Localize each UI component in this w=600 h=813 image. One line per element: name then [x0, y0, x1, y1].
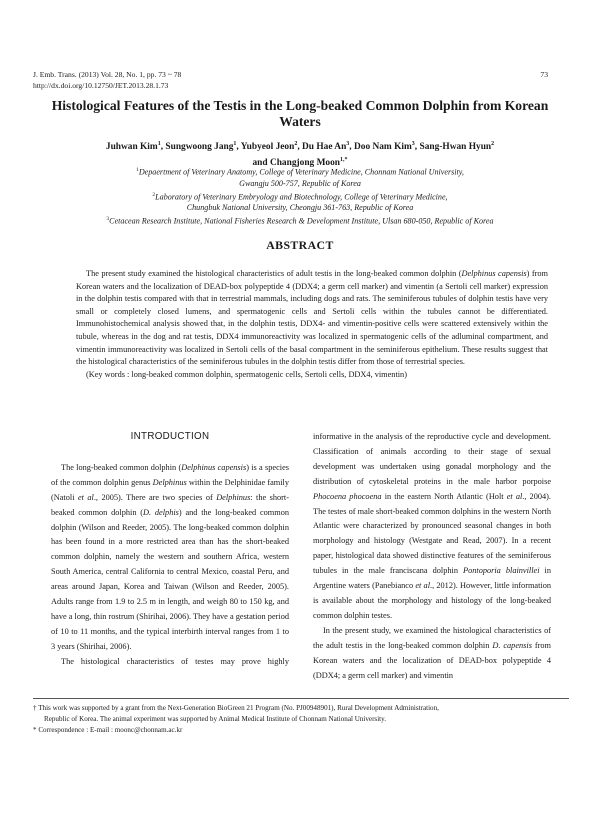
right-column — [313, 430, 551, 683]
abstract-body: The present study examined the histological characteristics of adult testis in the long-beaked common dolphin (Delphinus capensis) from Korean waters and the localization of DEAD-box polypeptide 4 (DDX4; a germ cell marker) and vimentin (a Sertoli cell marker) expression in the dolphin testis compared with that in terrestrial mammals, including dogs and rats. The seminiferous tubules of dolphin testis have very small or completely closed lumens, and spermatogenic cells and Sertoli cells within the tubules cannot be differentiated. Immunohistochemical analysis showed that, in the dolphin testis, DDX4- and vimentin-positive cells were scattered extensively within the tubule, whereas in the dog and rat testis, DDX4 immunoreactivity was localized in spermatogenic cells of the adluminal compartment, and vimentin immunoreactivity was localized in Sertoli cells of the basal compartment in the seminiferous epithelium. These results suggest that the histological characteristics of the seminiferous tubules in the dolphin testis differ from those of terrestrial species. — [76, 269, 548, 367]
footnotes — [33, 703, 569, 735]
keywords: (Key words : long-beaked common dolphin, spermatogenic cells, Sertoli cells, DDX4, vimentin) — [86, 369, 407, 379]
abstract-section — [76, 268, 548, 381]
journal-citation — [33, 70, 181, 91]
journal-citation-line: J. Emb. Trans. (2013) Vol. 28, No. 1, pp. 73 ~ 78 — [33, 70, 182, 79]
affiliation-text-cont: Chungbuk National University, Cheongju 361-763, Republic of Korea — [186, 203, 414, 213]
author-name: Yubyeol Jeon — [240, 142, 295, 153]
intro-paragraph: The histological characteristics of testes may prove highly — [61, 656, 289, 666]
author-joiner: and — [252, 158, 268, 169]
author-name: Doo Nam Kim — [353, 142, 412, 153]
page-number: 73 — [540, 70, 548, 79]
affiliation-mark: 3 — [106, 216, 110, 222]
asterisk-mark: * — [33, 725, 37, 734]
intro-paragraph: In the present study, we examined the histological characteristics of the adult testis in the long-beaked common dolphin D. capensis from Korean waters and the localization of DEAD-box polypeptide 4 (DDX4; a germ cell marker) and vimentin — [313, 625, 552, 680]
affiliation-item — [40, 214, 560, 228]
funding-text-cont: Republic of Korea. The animal experiment was supported by Animal Medical Institute of Chonnam National University. — [44, 714, 386, 723]
dagger-mark: † — [33, 704, 37, 712]
affiliation-mark: 1 — [136, 167, 139, 173]
correspondence-footnote — [33, 725, 569, 736]
author-affiliation-mark: 3 — [411, 141, 415, 147]
author-name: Sungwoong Jang — [165, 142, 234, 153]
author-affiliation-mark: 1 — [233, 141, 237, 147]
affiliation-mark: 2 — [152, 191, 156, 198]
correspondence-email[interactable]: Correspondence : E-mail : moonc@chonnam.ac.kr — [38, 725, 183, 734]
author-affiliation-mark: 2 — [294, 141, 298, 147]
author-name: Sang-Hwan Hyun — [419, 142, 492, 153]
author-name: Du Hae An — [302, 142, 347, 153]
abstract-heading: ABSTRACT — [266, 238, 334, 252]
author-name: Juhwan Kim — [105, 142, 158, 153]
affiliation-text: Cetacean Research Institute, National Fisheries Research & Development Institute, Ulsan 680-050, Republic of Korea — [109, 216, 494, 226]
affiliation-text-cont: Gwangju 500-757, Republic of Korea — [239, 178, 361, 188]
doi-link[interactable]: http://dx.doi.org/10.12750/JET.2013.28.1.73 — [33, 80, 169, 90]
author-list: Juhwan Kim$^1$, Sungwoong Jang$^1$, Yubyeol Jeon$^2$, Du Hae An$^3$, Doo Nam Kim$^3$, Sang-Hwan Hyun$^2$ and Changjong Moon$^{1,*}$ — [105, 141, 495, 169]
left-column — [51, 428, 289, 670]
introduction-heading: INTRODUCTION — [130, 431, 210, 442]
author-affiliation-mark: 1,* — [340, 157, 348, 164]
article-title: Histological Features of the Testis in the Long-beaked Common Dolphin from Korean Waters — [51, 98, 549, 129]
author-affiliation-mark: 2 — [491, 141, 495, 147]
intro-paragraph: The long-beaked common dolphin (Delphinus capensis) is a species of the common dolphin genus Delphinus within the Delphinidae family (Natoli et al., 2005). There are two species of Delphinus: the short-beaked common dolphin (D. delphis) and the long-beaked common dolphin (Wilson and Reeder, 2005). The long-beaked common dolphin has been found in a more restricted area than has the short-beaked common dolphin, namely the western and southern Africa, western South America, central California to central Mexico, coastal Peru, and areas around Japan, Korea and Taiwan (Wilson and Reeder, 2005). Adults range from 1.9 to 2.5 m in length, and weigh 80 to 150 kg, and have a long, thin rostrum (Shirihai, 2006). They have a gestation period of 10 to 11 months, and the typical interbirth interval ranges from 1 to 3 years (Shirihai, 2006). — [51, 462, 290, 651]
funding-text: This work was supported by a grant from the Next-Generation BioGreen 21 Program (No. PJ00948901), Rural Development Administration, — [38, 704, 439, 712]
intro-paragraph-continued: informative in the analysis of the reproductive cycle and development. Classification of animals according to their stage of sexual development was undertaken using gonadal morphology and the distribution of cytoskeletal proteins in the male harbor porpoise Phocoena phocoena in the eastern North Atlantic (Holt et al., 2004). The testes of male short-beaked common dolphins in the western North Atlantic were characterized by pronounced seasonal changes in both morphology and histology (Westgate and Read, 2007). In a recent paper, histological data showed distinctive features of the seminiferous tubules in the male franciscana dolphin Pontoporia blainvillei in Argentine waters (Panebianco et al., 2012). However, little information is available about the morphology and histology of the long-beaked common dolphin testes. — [313, 432, 552, 620]
author-name: Changjong Moon — [269, 158, 341, 169]
affiliation-item — [40, 190, 560, 204]
affiliation-item — [40, 165, 560, 179]
footnote-divider — [33, 698, 569, 699]
funding-footnote — [33, 703, 569, 714]
affiliation-text: Depaertment of Veterinary Anatomy, College of Veterinary Medicine, Chonnam National University, — [138, 167, 464, 177]
author-affiliation-mark: 1 — [157, 141, 161, 147]
affiliation-list — [40, 165, 560, 228]
affiliation-text: Laboratory of Veterinary Embryology and Biotechnology, College of Veterinary Medicine, — [155, 192, 448, 202]
author-affiliation-mark: 3 — [346, 141, 350, 147]
